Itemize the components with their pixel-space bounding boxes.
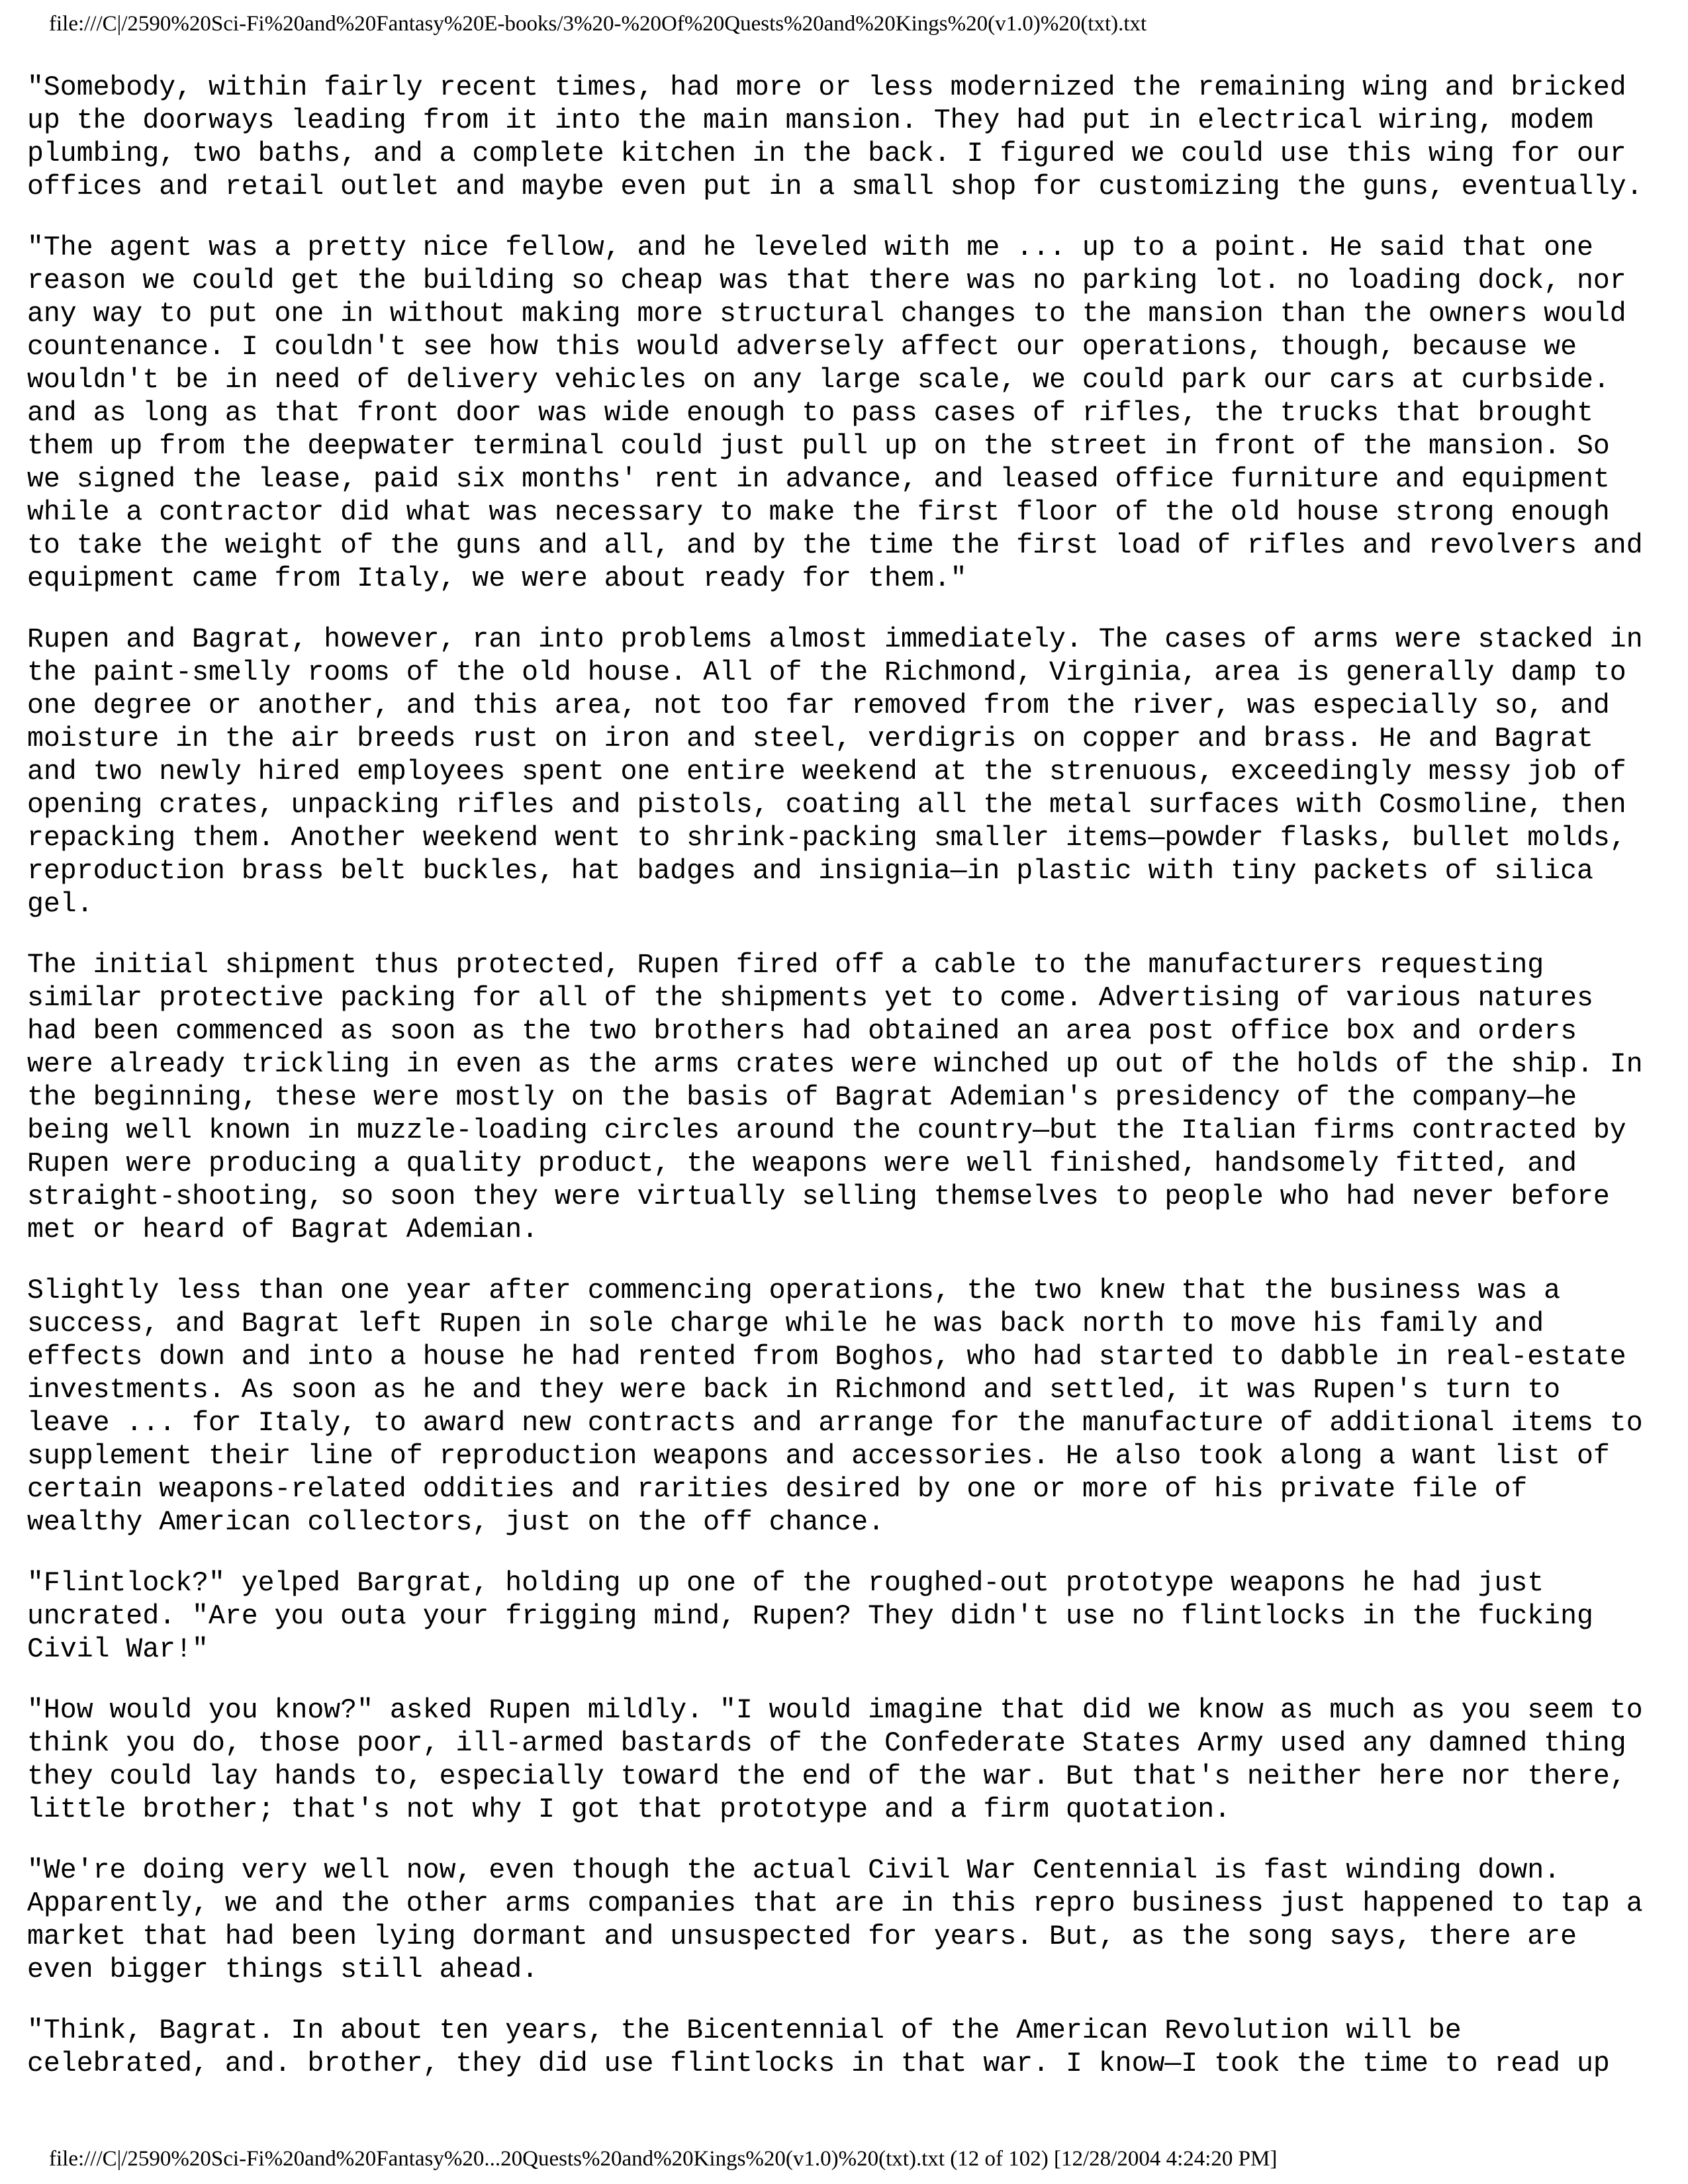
page-footer-info: file:///C|/2590%20Sci-Fi%20and%20Fantasy%20...20Quests%20and%20Kings%20(v1.0)%20(txt).txt (12 of 102) [12/28/2004 4:24:20 PM] — [49, 2147, 1278, 2171]
paragraph: "Flintlock?" yelped Bargrat, holding up one of the roughed-out prototype weapons he had just uncrated. "Are you outa your frigging mind, Rupen? They didn't use no flintlocks in the fucking Civil War!" — [27, 1568, 1593, 1665]
paragraph: "How would you know?" asked Rupen mildly. "I would imagine that did we know as much as you seem to think you do, those poor, ill-armed bastards of the Confederate States Army used any damned thing they could lay hands to, especially toward the end of the war. But that's neither here nor there, little brother; that's not why I got that prototype and a firm quotation. — [27, 1695, 1643, 1825]
paragraph: Slightly less than one year after commencing operations, the two knew that the business was a success, and Bagrat left Rupen in sole charge while he was back north to move his family and effects down and into a house he had rented from Boghos, who had started to dabble in real-estate investments. As soon as he and they were back in Richmond and settled, it was Rupen's turn to leave ... for Italy, to award new contracts and arrange for the manufacture of additional items to supplement their line of reproduction weapons and accessories. He also took along a want list of certain weapons-related oddities and rarities desired by one or more of his private file of wealthy American collectors, just on the off chance. — [27, 1275, 1643, 1538]
paragraph: "Think, Bagrat. In about ten years, the Bicentennial of the American Revolution will be celebrated, and. brother, they did use flintlocks in that war. I know—I took the time to read up — [27, 2015, 1610, 2079]
page-header-url: file:///C|/2590%20Sci-Fi%20and%20Fantasy%20E-books/3%20-%20Of%20Quests%20and%20Kings%20(v1.0)%20(txt).txt — [49, 12, 1147, 36]
document-body — [27, 71, 1669, 2109]
paragraph: Rupen and Bagrat, however, ran into problems almost immediately. The cases of arms were stacked in the paint-smelly rooms of the old house. All of the Richmond, Virginia, area is generally damp to one degree or another, and this area, not too far removed from the river, was especially so, and moisture in the air breeds rust on iron and steel, verdigris on copper and brass. He and Bagrat and two newly hired employees spent one entire weekend at the strenuous, exceedingly messy job of opening crates, unpacking rifles and pistols, coating all the metal surfaces with Cosmoline, then repacking them. Another weekend went to shrink-packing smaller items—powder flasks, bullet molds, reproduction brass belt buckles, hat badges and insignia—in plastic with tiny packets of silica gel. — [27, 624, 1643, 920]
paragraph: The initial shipment thus protected, Rupen fired off a cable to the manufacturers requesting similar protective packing for all of the shipments yet to come. Advertising of various natures had been commenced as soon as the two brothers had obtained an area post office box and orders were already trickling in even as the arms crates were winched up out of the holds of the ship. In the beginning, these were mostly on the basis of Bagrat Ademian's presidency of the company—he being well known in muzzle-loading circles around the country—but the Italian firms contracted by Rupen were producing a quality product, the weapons were well finished, handsomely fitted, and straight-shooting, so soon they were virtually selling themselves to people who had never before met or heard of Bagrat Ademian. — [27, 950, 1643, 1246]
paragraph: "Somebody, within fairly recent times, had more or less modernized the remaining wing and bricked up the doorways leading from it into the main mansion. They had put in electrical wiring, modem plumbing, two baths, and a complete kitchen in the back. I figured we could use this wing for our offices and retail outlet and maybe even put in a small shop for customizing the guns, eventually. — [27, 72, 1643, 203]
paragraph: "We're doing very well now, even though the actual Civil War Centennial is fast winding down. Apparently, we and the other arms companies that are in this repro business just happened to tap a market that had been lying dormant and unsuspected for years. But, as the song says, there are even bigger things still ahead. — [27, 1855, 1643, 1985]
paragraph: "The agent was a pretty nice fellow, and he leveled with me ... up to a point. He said that one reason we could get the building so cheap was that there was no parking lot. no loading dock, nor any way to put one in without making more structural changes to the mansion than the owners would countenance. I couldn't see how this would adversely affect our operations, though, because we wouldn't be in need of delivery vehicles on any large scale, we could park our cars at curbside. and as long as that front door was wide enough to pass cases of rifles, the trucks that brought them up from the deepwater terminal could just pull up on the street in front of the mansion. So we signed the lease, paid six months' rent in advance, and leased office furniture and equipment while a contractor did what was necessary to make the first floor of the old house strong enough to take the weight of the guns and all, and by the time the first load of rifles and revolvers and equipment came from Italy, we were about ready for them." — [27, 232, 1643, 594]
